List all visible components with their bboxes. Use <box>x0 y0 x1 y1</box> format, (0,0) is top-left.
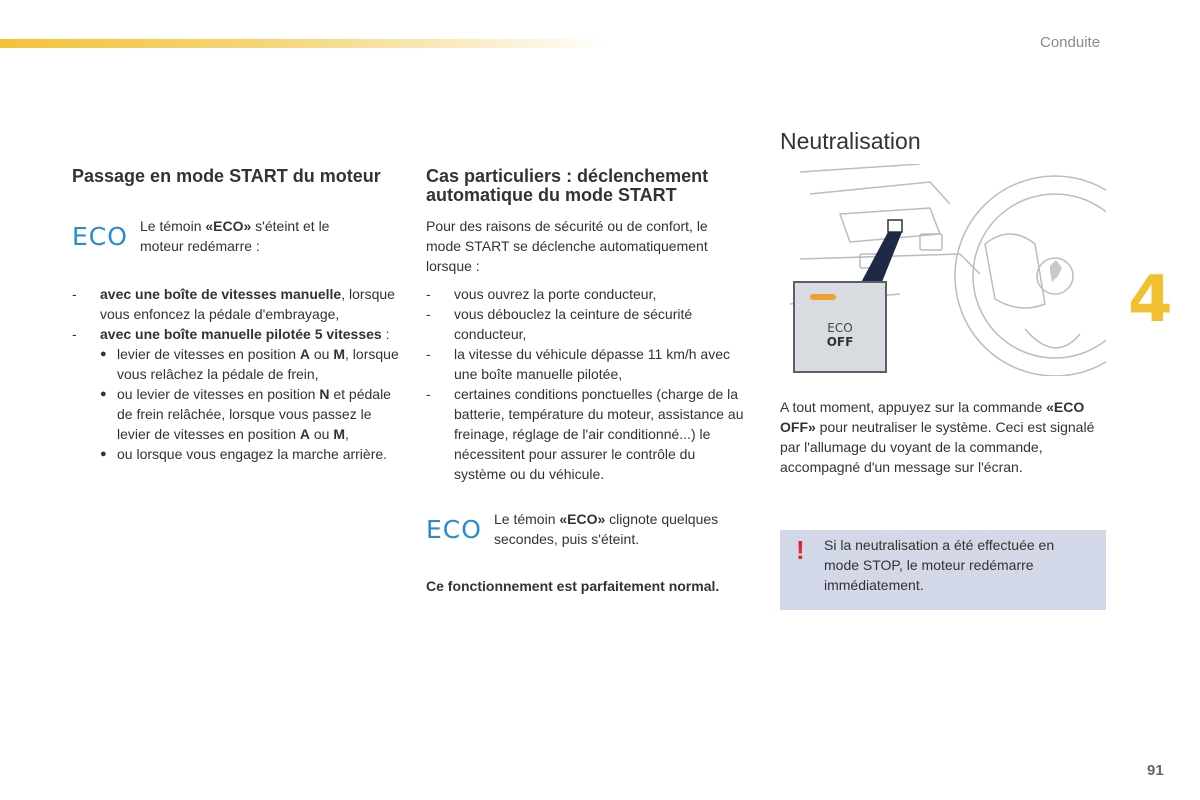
col1-intro: Le témoin «ECO» s'éteint et le moteur redémarre : <box>140 218 330 254</box>
eco-off-indicator-light <box>810 294 836 300</box>
col1-list <box>72 284 402 464</box>
col1-heading: Passage en mode START du moteur <box>72 166 381 186</box>
list-item: - certaines conditions ponctuelles (charge de la batterie, température du moteur, assistance au freinage, réglage de l'air conditionné...) le nécessitent pour assurer le contrôle du système ou du véhicule. <box>426 384 746 484</box>
col2-conclusion: Ce fonctionnement est parfaitement normal. <box>426 578 720 594</box>
eco-off-switch-marker <box>888 220 902 232</box>
col2-eco-note: Le témoin «ECO» clignote quelques secondes, puis s'éteint. <box>494 511 719 547</box>
col3-body: A tout moment, appuyez sur la commande «ECO OFF» pour neutraliser le système. Ceci est signalé par l'allumage du voyant de la commande, accompagné d'un message sur l'écran. <box>780 399 1095 475</box>
sub-list-item: ● ou lorsque vous engagez la marche arrière. <box>100 444 402 464</box>
header-accent-bar <box>0 39 610 48</box>
page-number: 91 <box>1147 762 1164 779</box>
eco-off-button-label-bottom: OFF <box>826 335 854 349</box>
dashboard-illustration <box>780 164 1106 376</box>
list-item: - avec une boîte manuelle pilotée 5 vitesses : ● levier de vitesses en position A ou M, lorsque vous relâchez la pédale de frein, ● ou levier de vitesses en position N et pédale de frein relâchée, lorsque vous passez le levier de vitesses en position A ou M, ● ou lorsque vous engagez la marche arrière. <box>72 324 402 464</box>
chapter-number: 4 <box>1128 263 1173 337</box>
sub-list-item: ● levier de vitesses en position A ou M, lorsque vous relâchez la pédale de frein, <box>100 344 402 384</box>
list-item: - vous ouvrez la porte conducteur, <box>426 284 746 304</box>
eco-indicator-icon: ECO <box>426 515 482 544</box>
warning-note <box>780 530 1106 610</box>
sub-list-item: ● ou levier de vitesses en position N et pédale de frein relâchée, lorsque vous passez le levier de vitesses en position A ou M, <box>100 384 402 444</box>
list-item: - vous débouclez la ceinture de sécurité conducteur, <box>426 304 746 344</box>
eco-off-button-label-top: ECO <box>827 321 853 335</box>
warning-icon: ! <box>796 535 805 565</box>
section-title: Conduite <box>1040 34 1101 51</box>
eco-indicator-icon: ECO <box>72 222 128 251</box>
brand-logo-icon <box>1050 260 1062 282</box>
warning-note-text: Si la neutralisation a été effectuée en mode STOP, le moteur redémarre immédiatement. <box>824 537 1055 593</box>
col2-list <box>426 284 746 484</box>
list-item: - la vitesse du véhicule dépasse 11 km/h avec une boîte manuelle pilotée, <box>426 344 746 384</box>
col2-heading: Cas particuliers : déclenchement automatique du mode START <box>426 166 709 205</box>
col3-heading: Neutralisation <box>780 128 921 154</box>
list-item: - avec une boîte de vitesses manuelle, lorsque vous enfoncez la pédale d'embrayage, <box>72 284 402 324</box>
col2-intro: Pour des raisons de sécurité ou de confort, le mode START se déclenche automatiquement lorsque : <box>426 218 708 274</box>
steering-wheel-illustration <box>780 164 1106 376</box>
